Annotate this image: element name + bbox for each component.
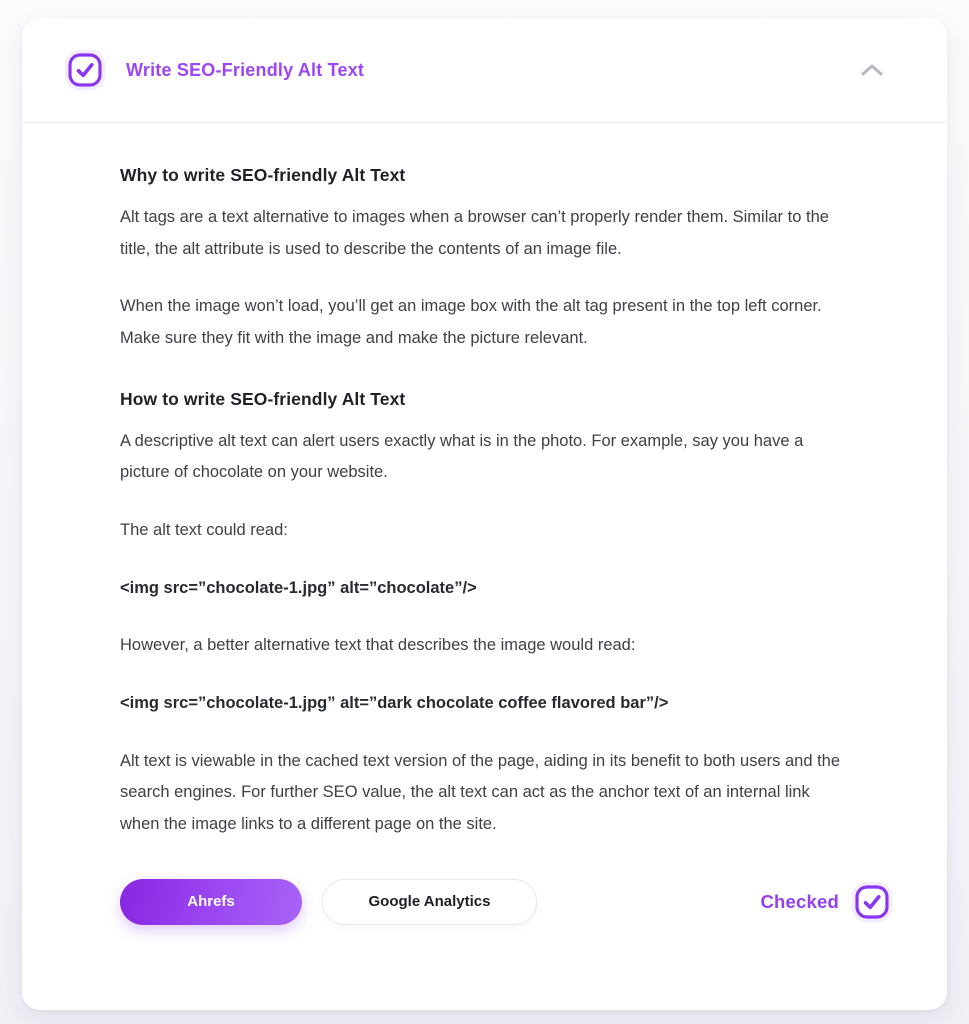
section-heading: Why to write SEO-friendly Alt Text xyxy=(120,165,406,185)
section-heading: How to write SEO-friendly Alt Text xyxy=(120,388,406,409)
task-title: Write SEO-Friendly Alt Text xyxy=(126,59,365,80)
chevron-up-icon xyxy=(859,62,885,78)
code-example: <img src=”chocolate-1.jpg” alt=”chocolate”/> xyxy=(120,578,477,597)
checkbox-checked-icon xyxy=(68,53,102,87)
card-footer xyxy=(22,867,947,925)
paragraph: Alt tags are a text alternative to images when a browser can’t properly render them. Similar to the title, the alt attribute is used to describe the contents of an image file. xyxy=(120,208,829,258)
paragraph: Alt text is viewable in the cached text version of the page, aiding in its benefit to both users and the search engines. For further SEO value, the alt text can act as the anchor text of an internal link when the image links to a different page on the site. xyxy=(120,751,841,834)
checkbox-checked-icon xyxy=(855,885,889,919)
code-example: <img src=”chocolate-1.jpg” alt=”dark chocolate coffee flavored bar”/> xyxy=(120,694,669,713)
card-header xyxy=(22,18,947,122)
checked-checkbox[interactable] xyxy=(855,885,889,919)
collapse-button[interactable] xyxy=(855,53,889,87)
paragraph: A descriptive alt text can alert users exactly what is in the photo. For example, say you have a picture of chocolate on your website. xyxy=(120,431,804,482)
paragraph: The alt text could read: xyxy=(120,521,288,540)
ahrefs-button[interactable]: Ahrefs xyxy=(120,879,302,925)
checked-group xyxy=(760,885,889,919)
paragraph: However, a better alternative text that describes the image would read: xyxy=(120,636,636,655)
checklist-card xyxy=(22,18,947,1010)
card-body xyxy=(22,123,947,841)
paragraph: When the image won’t load, you’ll get an image box with the alt tag present in the top left corner. Make sure they fit with the image and make the picture relevant. xyxy=(120,297,822,348)
google-analytics-button[interactable]: Google Analytics xyxy=(322,879,537,925)
checked-label: Checked xyxy=(760,890,839,912)
task-checkbox[interactable] xyxy=(68,53,102,87)
